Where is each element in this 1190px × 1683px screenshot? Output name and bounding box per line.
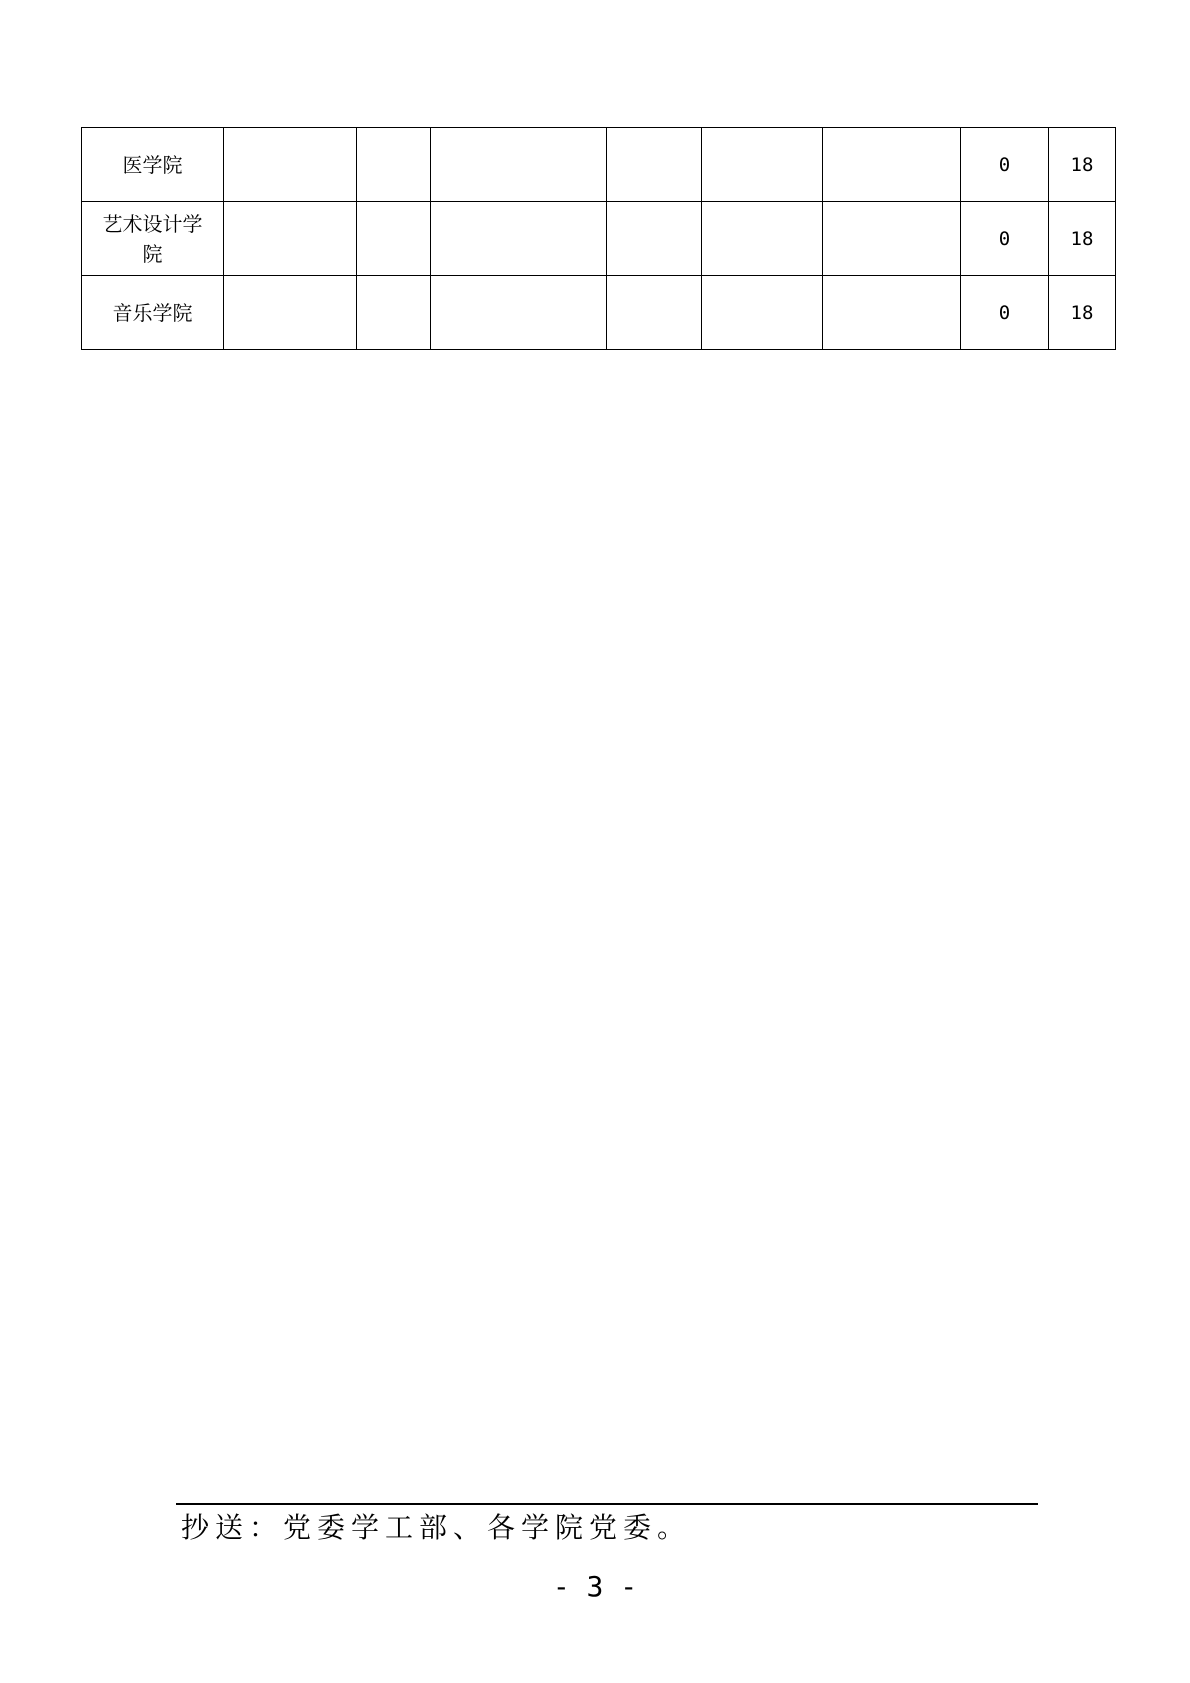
value-a-cell: 0 xyxy=(961,202,1049,276)
table-cell xyxy=(224,202,357,276)
value-a-cell: 0 xyxy=(961,276,1049,350)
table-cell xyxy=(357,128,431,202)
table-cell xyxy=(607,202,702,276)
value-a-cell: 0 xyxy=(961,128,1049,202)
table-row xyxy=(82,128,1116,202)
table-cell xyxy=(224,128,357,202)
table-cell xyxy=(702,276,823,350)
table-cell xyxy=(823,276,961,350)
table-row xyxy=(82,202,1116,276)
table-cell xyxy=(431,276,607,350)
table-cell xyxy=(702,202,823,276)
table-cell xyxy=(607,276,702,350)
table-cell xyxy=(823,128,961,202)
college-name-cell xyxy=(82,202,224,276)
college-stats-table xyxy=(81,127,1116,350)
table-cell xyxy=(702,128,823,202)
cc-divider xyxy=(176,1503,1038,1505)
college-name-cell: 音乐学院 xyxy=(82,276,224,350)
table-row xyxy=(82,276,1116,350)
value-b-cell: 18 xyxy=(1049,276,1116,350)
table-cell xyxy=(431,202,607,276)
college-name-line1: 艺术设计学 xyxy=(102,211,203,236)
table-cell xyxy=(224,276,357,350)
college-name-cell: 医学院 xyxy=(82,128,224,202)
value-b-cell: 18 xyxy=(1049,202,1116,276)
table-cell xyxy=(357,202,431,276)
table-cell xyxy=(431,128,607,202)
table-cell xyxy=(357,276,431,350)
page-number: - 3 - xyxy=(552,1570,638,1603)
college-name-line2: 院 xyxy=(142,241,163,266)
value-b-cell: 18 xyxy=(1049,128,1116,202)
cc-distribution-line: 抄送：党委学工部、各学院党委。 xyxy=(181,1511,692,1544)
table-cell xyxy=(607,128,702,202)
table-cell xyxy=(823,202,961,276)
